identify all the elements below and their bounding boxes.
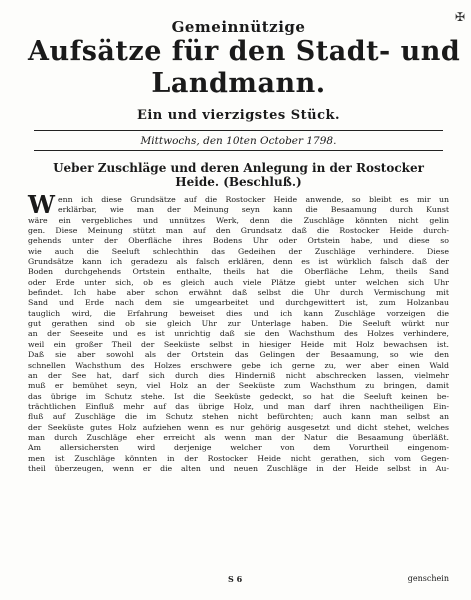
catchword: genschein [407, 574, 449, 583]
text-line: tauglich wird, die Erfahrung beweiset dies und ich kann Zuschläge vorzeigen die [28, 308, 449, 318]
text-line: enn ich diese Grundsätze auf die Rostocker Heide anwende, so bleibt es mir un [57, 195, 449, 204]
text-line: Sand und Erde nach dem sie umgearbeitet und durchgewittert ist, zum Holzanbau [28, 298, 449, 308]
text-line: erklärbar, wie man der Meinung seyn kann die Besaamung durch Kunst [57, 205, 449, 215]
top-rule [34, 130, 443, 131]
masthead-line2: Aufsätze für den Stadt- und [28, 36, 461, 67]
page-footer [28, 574, 449, 586]
text-line: an der Seeseite und es ist unrichtig daß sie den Wachsthum des Holzes verhindere, [28, 329, 449, 339]
text-line: gen. Diese Meinung stützt man auf den Grundsatz daß die Rostocker Heide durch- [28, 226, 449, 236]
signature-mark: S 6 [228, 574, 243, 584]
text-line: man durch Zuschläge eher erreicht als wenn man der Natur die Besaamung überläßt. [28, 432, 449, 442]
article-body [28, 190, 449, 474]
article-title-line2: Heide. (Beschluß.) [175, 175, 302, 189]
text-line: gut gerathen sind ob sie gleich Uhr zur Unterlage haben. Die Seeluft würkt nur [28, 319, 449, 329]
text-line: muß er bemühet seyn, viel Holz an der Seeküste zum Wachsthum zu bringen, damit [28, 381, 449, 391]
text-line: Boden durchgehends Ortstein enthalte, theils hat die Oberfläche Lehm, theils Sand [28, 267, 449, 277]
text-line: fluß auf Zuschläge die im Schutz stehen nicht befürchten; auch kann man selbst an [28, 412, 449, 422]
text-line: schnellen Wachsthum des Holzes erschwere gebe ich gerne zu, wer aber einen Wald [28, 360, 449, 370]
drop-cap: W [28, 190, 55, 219]
text-line: Daß sie aber sowohl als der Ortstein das Gelingen der Besaamung, so wie den [28, 350, 449, 360]
corner-mark: ✠ [454, 10, 465, 24]
text-line: befindet. Ich habe aber schon erwähnt daß selbst die Uhr durch Vermischung mit [28, 288, 449, 298]
text-line: oder Erde unter sich, ob es gleich auch viele Plätze giebt unter welchen sich Uhr [28, 277, 449, 287]
masthead-line1: Gemeinnützige [171, 18, 306, 36]
article-title-line1: Ueber Zuschläge und deren Anlegung in der Rostocker [53, 161, 424, 175]
issue-number: Ein und vierzigstes Stück. [136, 108, 341, 123]
text-line: Grundsätze kann ich geradezu als falsch erklären, denn es ist würklich falsch daß der [28, 257, 449, 267]
text-line: der Seeküste gutes Holz aufziehen wenn es nur gehörig ausgesetzt und dicht stehet, welches [28, 422, 449, 432]
text-line: Am allersichersten wird derjenige welcher von dem Vorurtheil eingenom- [28, 443, 449, 453]
text-line: theil überzeugen, wenn er die alten und neuen Zuschläge in der Heide selbst in Au- [28, 463, 449, 473]
text-line: gehends unter der Oberfläche ihres Bodens Uhr oder Ortstein habe, und diese so [28, 236, 449, 246]
text-line: an der See hat, darf sich durch dies Hinderniß nicht abschrecken lassen, vielmehr [28, 370, 449, 380]
text-line: das übrige im Schutz stehe. Ist die Seeküste gedeckt, so hat die Seeluft keinen be- [28, 391, 449, 401]
text-line: trächtlichen Einfluß mehr auf das übrige Holz, und man darf ihren nachtheiligen Ein- [28, 401, 449, 411]
bottom-rule [34, 150, 443, 151]
article-title [42, 161, 435, 189]
text-line: wäre ein vergebliches und unnützes Werk, denn die Zuschläge könnten nicht gelin [28, 215, 449, 225]
masthead [28, 0, 461, 124]
text-line: wie auch die Seeluft schlechthin das Gedeihen der Zuschläge verhindere. Diese [28, 246, 449, 256]
masthead-line3: Landmann. [151, 68, 326, 99]
dateline: Mittwochs, den 10ten October 1798. [140, 135, 337, 147]
text-line: men ist Zuschläge könnten in der Rostocker Heide nicht gerathen, sich vom Gegen- [28, 453, 449, 463]
text-line: weil ein großer Theil der Seeküste selbst in hiesiger Heide mit Holz bewachsen ist. [28, 339, 449, 349]
